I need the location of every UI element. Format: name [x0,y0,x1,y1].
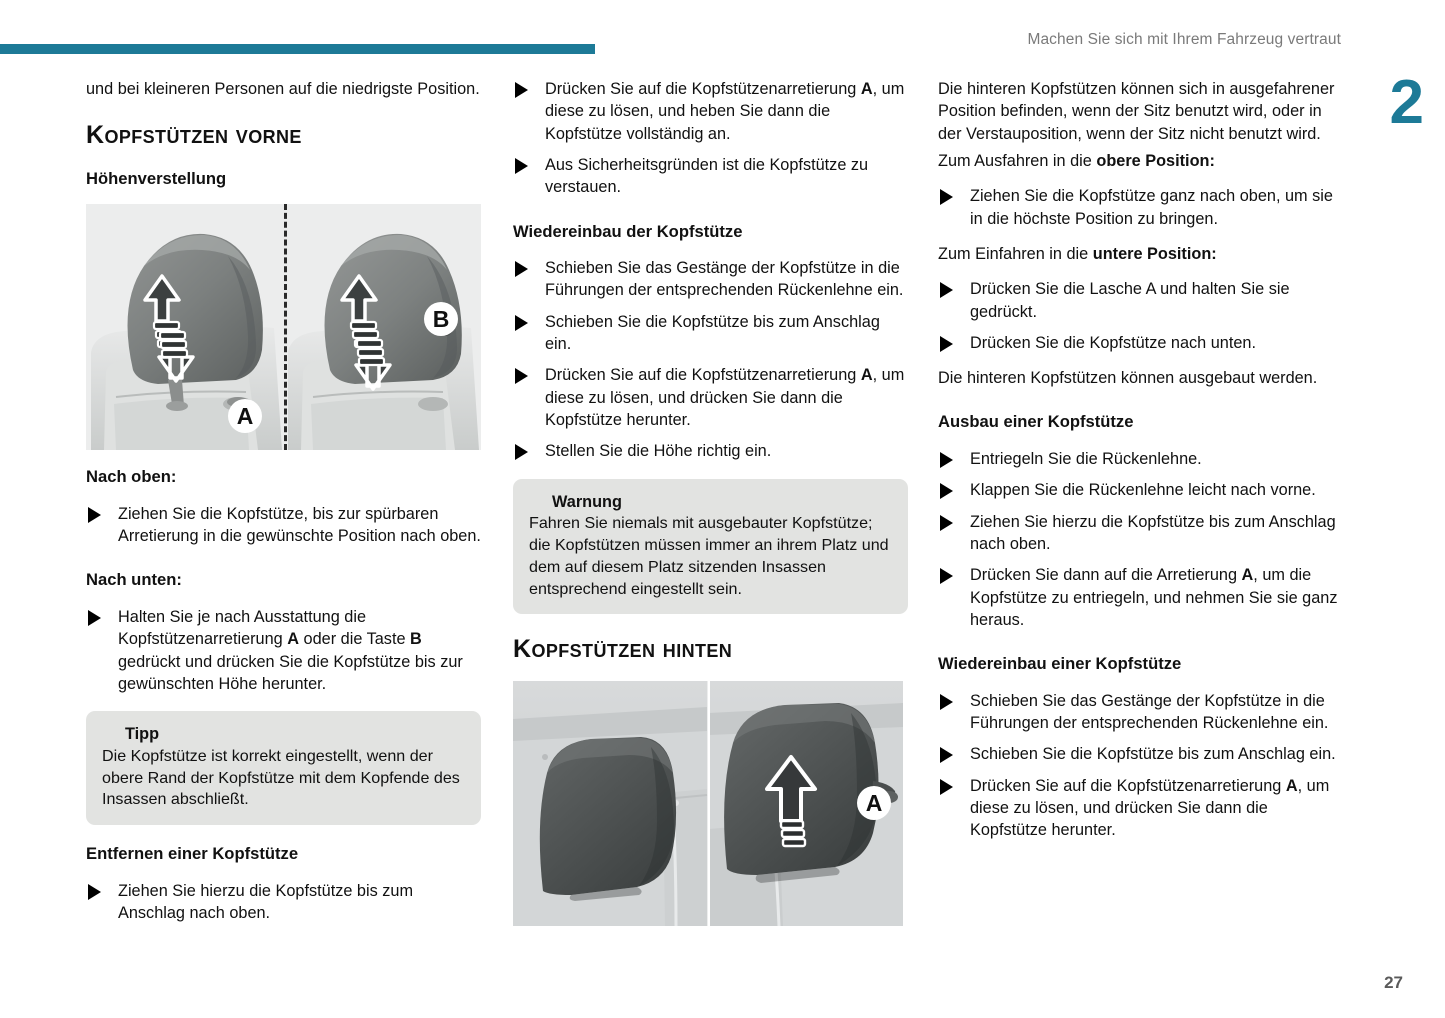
list-item [938,332,1338,354]
bullet-triangle-icon [940,336,953,352]
list-item [938,479,1338,501]
bullet-triangle-icon [940,515,953,531]
subtitle-remove-rear-headrest: Ausbau einer Kopfstütze [938,412,1134,432]
chapter-number: 2 [1389,68,1423,137]
subtitle-up: Nach oben: [86,467,177,487]
steps-down [86,606,481,695]
step-text: Stellen Sie die Höhe richtig ein. [545,442,772,461]
figure-label-a: A [228,399,262,433]
warning-callout [513,479,908,615]
bullet-triangle-icon [940,483,953,499]
tip-title: Tipp [125,725,160,744]
steps-press-release [513,78,908,199]
step-text: Aus Sicherheitsgründen ist die Kopfstütze zu verstauen. [545,155,869,197]
step-text: Schieben Sie das Gestänge der Kopfstütze in die Führungen der entsprechenden Rückenlehne ein. [970,691,1329,733]
step-text-part2: , um die Kopfstütze zu entriegeln, und nehmen Sie sie ganz heraus. [970,566,1338,629]
column-left [86,78,481,937]
list-item [513,257,908,302]
warning-title: Warnung [552,492,622,511]
column-middle [513,78,908,926]
figure-label-a: A [857,786,891,820]
bullet-triangle-icon [88,610,101,626]
list-item [86,606,481,695]
list-item [513,154,908,199]
bullet-triangle-icon [940,779,953,795]
bullet-triangle-icon [940,282,953,298]
step-text-part2: , um diese zu lösen, und drücken Sie dann die Kopfstütze herunter. [545,366,905,429]
list-item [938,775,1338,842]
note-removable: Die hinteren Kopfstützen können ausgebaut werden. [938,369,1318,388]
tip-text: Die Kopfstütze ist korrekt eingestellt, wenn der obere Rand der Kopfstütze mit dem Kopfende des Insassen abschließt. [102,746,460,809]
list-item [86,880,481,925]
step-text-part1: Drücken Sie auf die Kopfstützenarretierung [545,80,861,98]
step-text: Ziehen Sie die Kopfstütze ganz nach oben, um sie in die höchste Position zu bringen. [970,187,1333,228]
bullet-triangle-icon [515,315,528,331]
ref-label-a: A [860,80,873,98]
ref-label-a: A [1241,566,1254,585]
steps-lower-position [938,278,1338,354]
step-text-part2: oder die Taste [299,630,411,649]
section-title-front-headrests: Kopfstützen vorne [86,121,302,150]
list-item [938,185,1338,230]
ref-label-a: A [1285,776,1298,795]
list-item [513,311,908,356]
step-text: Schieben Sie das Gestänge der Kopfstütze in die Führungen der entsprechenden Rückenlehne ein. [545,259,904,300]
list-item [513,440,908,462]
ref-label-a: A [287,630,300,649]
step-text-part2: , um diese zu lösen, und heben Sie dann die Kopfstütze vollständig an. [545,80,905,143]
bullet-triangle-icon [88,507,101,523]
subtitle-remove-headrest: Entfernen einer Kopfstütze [86,844,299,863]
bullet-triangle-icon [515,82,528,98]
lead-emphasis: untere Position: [1092,244,1217,263]
bullet-triangle-icon [940,747,953,763]
lead-text: Zum Einfahren in die [938,244,1093,263]
list-item [938,690,1338,735]
header-accent-rule [0,44,595,54]
subtitle-refit-headrest: Wiedereinbau der Kopfstütze [513,221,743,241]
figure-rear-headrest [513,681,903,926]
list-item [938,448,1338,470]
step-text-part1: Drücken Sie auf die Kopfstützenarretierung [545,366,861,385]
bullet-triangle-icon [515,368,528,384]
warning-text: Fahren Sie niemals mit ausgebauter Kopfstütze; die Kopfstützen müssen immer an ihrem Platz und dem auf diesem Platz sitzenden Insassen entsprechend eingestellt sein. [529,514,889,598]
lead-upper-position [938,150,1338,172]
figure-divider [284,204,287,450]
step-text-part1: Drücken Sie dann auf die Arretierung [970,566,1242,585]
bullet-triangle-icon [940,189,953,205]
step-text-part3: gedrückt und drücken Sie die Kopfstütze bis zur gewünschten Höhe herunter. [118,652,463,693]
step-text-part2: , um diese zu lösen, und drücken Sie dann die Kopfstütze herunter. [970,776,1330,840]
column-right [938,78,1338,855]
step-text-part1: Halten Sie je nach Ausstattung die Kopfstützenarretierung [118,607,367,649]
step-text: Ziehen Sie hierzu die Kopfstütze bis zum Anschlag nach oben. [118,881,414,922]
ref-label-a: A [860,366,873,385]
step-text: Drücken Sie die Lasche A und halten Sie sie gedrückt. [970,280,1290,321]
list-item [86,503,481,548]
list-item [938,564,1338,631]
list-item [938,743,1338,765]
bullet-triangle-icon [515,158,528,174]
figure-label-b: B [424,302,458,336]
bullet-triangle-icon [940,568,953,584]
step-text: Entriegeln Sie die Rückenlehne. [970,450,1202,468]
bullet-triangle-icon [515,444,528,460]
rear-headrest-intro: Die hinteren Kopfstützen können sich in ausgefahrener Position befinden, wenn der Sitz benutzt wird, oder in der Verstauposition, wenn der Sitz nicht benutzt wird. [938,80,1335,143]
steps-up [86,503,481,548]
subtitle-refit-rear-headrest: Wiedereinbau einer Kopfstütze [938,654,1182,674]
step-text: Ziehen Sie die Kopfstütze, bis zur spürbaren Arretierung in die gewünschte Position nach oben. [118,504,481,545]
lead-text: Zum Ausfahren in die [938,151,1097,170]
lead-lower-position [938,243,1338,265]
header-chapter-title: Machen Sie sich mit Ihrem Fahrzeug vertraut [1027,31,1341,48]
list-item [513,78,908,145]
list-item [938,511,1338,556]
steps-remove [86,880,481,925]
step-text: Ziehen Sie hierzu die Kopfstütze bis zum Anschlag nach oben. [970,512,1336,553]
step-text: Klappen Sie die Rückenlehne leicht nach vorne. [970,481,1316,500]
step-text: Schieben Sie die Kopfstütze bis zum Anschlag ein. [970,745,1336,764]
ref-label-b: B [410,630,422,649]
step-text: Drücken Sie die Kopfstütze nach unten. [970,333,1257,352]
step-text-part1: Drücken Sie auf die Kopfstützenarretierung [970,776,1286,795]
bullet-triangle-icon [940,452,953,468]
bullet-triangle-icon [515,261,528,277]
list-item [513,364,908,431]
page-number: 27 [1384,973,1403,992]
bullet-triangle-icon [88,884,101,900]
steps-remove-rear [938,448,1338,631]
section-title-rear-headrests: Kopfstützen hinten [513,635,733,664]
lead-emphasis: obere Position: [1096,151,1215,170]
steps-refit [513,257,908,463]
intro-paragraph: und bei kleineren Personen auf die niedrigste Position. [86,80,480,98]
steps-upper-position [938,185,1338,230]
bullet-triangle-icon [940,694,953,710]
steps-refit-rear [938,690,1338,842]
figure-split-line [708,681,710,926]
tip-callout [86,711,481,825]
step-text: Schieben Sie die Kopfstütze bis zum Anschlag ein. [545,312,880,354]
subtitle-down: Nach unten: [86,570,182,590]
subtitle-height-adjustment: Höhenverstellung [86,168,227,188]
list-item [938,278,1338,323]
figure-front-headrest [86,204,481,450]
